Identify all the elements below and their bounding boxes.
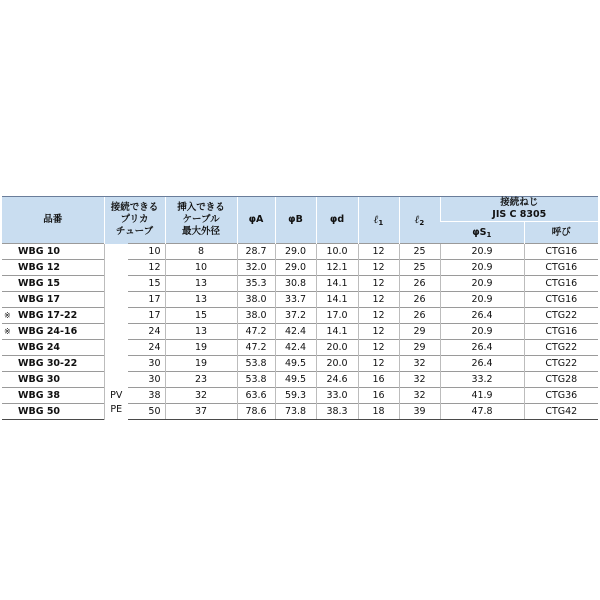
tube-cell: 38 — [128, 388, 165, 404]
note-mark: ※ — [4, 310, 11, 320]
table-row — [2, 388, 598, 404]
yobi-cell: CTG22 — [524, 356, 598, 372]
phi-s1-cell: 33.2 — [440, 372, 524, 388]
l1-cell: 16 — [358, 388, 399, 404]
cable-cell: 8 — [165, 244, 237, 260]
note-mark: ※ — [4, 326, 11, 336]
phi-s1-cell: 20.9 — [440, 276, 524, 292]
phi-b-cell: 30.8 — [275, 276, 316, 292]
table-row — [2, 276, 598, 292]
header-l1-subscript: 1 — [378, 219, 384, 228]
phi-s1-cell: 26.4 — [440, 340, 524, 356]
table-row — [2, 372, 598, 388]
header-phi-s1-base: φS — [472, 226, 487, 238]
phi-a-cell: 47.2 — [237, 324, 275, 340]
tube-cell: 17 — [128, 308, 165, 324]
phi-d-cell: 10.0 — [316, 244, 358, 260]
hinban-label: WBG 17-22 — [18, 309, 78, 321]
hinban-label: WBG 17 — [18, 293, 61, 305]
phi-b-cell: 49.5 — [275, 356, 316, 372]
phi-d-cell: 24.6 — [316, 372, 358, 388]
l2-cell: 29 — [399, 324, 440, 340]
hinban-cell — [2, 388, 104, 404]
phi-a-cell: 53.8 — [237, 356, 275, 372]
header-tube-line: プリカ — [120, 214, 149, 225]
header-cable-line: 最大外径 — [182, 226, 221, 237]
table-row — [2, 244, 598, 260]
phi-a-cell: 47.2 — [237, 340, 275, 356]
header-cable — [165, 197, 237, 244]
table-row — [2, 356, 598, 372]
table-row — [2, 260, 598, 276]
l2-cell: 39 — [399, 404, 440, 420]
tube-cell: 24 — [128, 324, 165, 340]
phi-s1-cell: 26.4 — [440, 356, 524, 372]
header-tube — [104, 197, 165, 244]
tube-cell: 50 — [128, 404, 165, 420]
yobi-cell: CTG36 — [524, 388, 598, 404]
yobi-cell: CTG16 — [524, 260, 598, 276]
phi-d-cell: 17.0 — [316, 308, 358, 324]
header-phi-s1-subscript: 1 — [486, 230, 492, 239]
header-l2-symbol: ℓ — [414, 213, 420, 227]
l1-cell: 16 — [358, 372, 399, 388]
tube-cell: 24 — [128, 340, 165, 356]
hinban-cell — [2, 356, 104, 372]
l2-cell: 32 — [399, 356, 440, 372]
table-row — [2, 292, 598, 308]
header-thread-line: JIS C 8305 — [492, 209, 547, 220]
phi-a-cell: 53.8 — [237, 372, 275, 388]
header-l1-symbol: ℓ — [373, 213, 379, 227]
phi-d-cell: 14.1 — [316, 292, 358, 308]
l1-cell: 12 — [358, 276, 399, 292]
yobi-cell: CTG42 — [524, 404, 598, 420]
yobi-cell: CTG16 — [524, 244, 598, 260]
phi-b-cell: 42.4 — [275, 340, 316, 356]
cable-cell: 32 — [165, 388, 237, 404]
phi-d-cell: 14.1 — [316, 324, 358, 340]
material-label: PV — [110, 389, 123, 401]
phi-d-cell: 14.1 — [316, 276, 358, 292]
header-thread-line: 接続ねじ — [500, 197, 539, 208]
phi-d-cell: 38.3 — [316, 404, 358, 420]
phi-b-cell: 73.8 — [275, 404, 316, 420]
l2-cell: 32 — [399, 388, 440, 404]
yobi-cell: CTG16 — [524, 276, 598, 292]
yobi-cell: CTG16 — [524, 292, 598, 308]
hinban-cell — [2, 404, 104, 420]
material-cell — [104, 244, 128, 420]
phi-a-cell: 35.3 — [237, 276, 275, 292]
hinban-label: WBG 10 — [18, 245, 61, 257]
header-phi-a: φA — [237, 197, 275, 244]
hinban-label: WBG 30 — [18, 373, 61, 385]
phi-s1-cell: 20.9 — [440, 244, 524, 260]
yobi-cell: CTG16 — [524, 324, 598, 340]
header-yobi: 呼び — [524, 222, 598, 244]
l1-cell: 12 — [358, 308, 399, 324]
tube-cell: 15 — [128, 276, 165, 292]
l2-cell: 26 — [399, 292, 440, 308]
phi-a-cell: 38.0 — [237, 292, 275, 308]
header-cable-line: ケーブル — [182, 214, 220, 225]
header-hinban: 品番 — [2, 197, 104, 244]
header-l1 — [358, 197, 399, 244]
phi-a-cell: 32.0 — [237, 260, 275, 276]
header-phi-b: φB — [275, 197, 316, 244]
header-tube-line: 接続できる — [110, 202, 159, 213]
phi-s1-cell: 26.4 — [440, 308, 524, 324]
phi-b-cell: 29.0 — [275, 260, 316, 276]
material-label: PE — [110, 403, 123, 415]
hinban-label: WBG 50 — [18, 405, 61, 417]
tube-cell: 30 — [128, 356, 165, 372]
yobi-cell: CTG22 — [524, 340, 598, 356]
phi-d-cell: 20.0 — [316, 356, 358, 372]
tube-cell: 12 — [128, 260, 165, 276]
l2-cell: 25 — [399, 260, 440, 276]
phi-b-cell: 29.0 — [275, 244, 316, 260]
phi-s1-cell: 41.9 — [440, 388, 524, 404]
phi-a-cell: 78.6 — [237, 404, 275, 420]
cable-cell: 10 — [165, 260, 237, 276]
header-l2 — [399, 197, 440, 244]
l1-cell: 12 — [358, 340, 399, 356]
header-l2-subscript: 2 — [419, 219, 425, 228]
l2-cell: 25 — [399, 244, 440, 260]
l2-cell: 32 — [399, 372, 440, 388]
hinban-cell — [2, 260, 104, 276]
phi-a-cell: 28.7 — [237, 244, 275, 260]
header-cable-line: 挿入できる — [177, 202, 225, 213]
phi-d-cell: 12.1 — [316, 260, 358, 276]
cable-cell: 15 — [165, 308, 237, 324]
tube-cell: 17 — [128, 292, 165, 308]
table-row — [2, 404, 598, 420]
hinban-label: WBG 12 — [18, 261, 61, 273]
hinban-cell — [2, 292, 104, 308]
cable-cell: 13 — [165, 292, 237, 308]
hinban-label: WBG 15 — [18, 277, 61, 289]
header-tube-line: チューブ — [115, 226, 154, 237]
hinban-cell — [2, 340, 104, 356]
l2-cell: 26 — [399, 308, 440, 324]
yobi-cell: CTG22 — [524, 308, 598, 324]
phi-d-cell: 33.0 — [316, 388, 358, 404]
tube-cell: 10 — [128, 244, 165, 260]
phi-s1-cell: 47.8 — [440, 404, 524, 420]
phi-d-cell: 20.0 — [316, 340, 358, 356]
cable-cell: 23 — [165, 372, 237, 388]
phi-s1-cell: 20.9 — [440, 260, 524, 276]
hinban-cell — [2, 324, 104, 340]
hinban-cell — [2, 372, 104, 388]
cable-cell: 13 — [165, 324, 237, 340]
hinban-cell — [2, 308, 104, 324]
table-row — [2, 340, 598, 356]
yobi-cell: CTG28 — [524, 372, 598, 388]
header-thread-group — [440, 197, 598, 222]
phi-a-cell: 63.6 — [237, 388, 275, 404]
table-row — [2, 324, 598, 340]
cable-cell: 37 — [165, 404, 237, 420]
hinban-label: WBG 24-16 — [18, 325, 78, 337]
hinban-cell — [2, 276, 104, 292]
hinban-label: WBG 30-22 — [18, 357, 78, 369]
table-body — [2, 244, 598, 420]
l2-cell: 26 — [399, 276, 440, 292]
phi-b-cell: 59.3 — [275, 388, 316, 404]
phi-b-cell: 49.5 — [275, 372, 316, 388]
cable-cell: 19 — [165, 356, 237, 372]
phi-a-cell: 38.0 — [237, 308, 275, 324]
spec-table — [2, 196, 598, 420]
l1-cell: 12 — [358, 324, 399, 340]
phi-b-cell: 42.4 — [275, 324, 316, 340]
l1-cell: 12 — [358, 292, 399, 308]
header-phi-s1 — [440, 222, 524, 244]
cable-cell: 19 — [165, 340, 237, 356]
l1-cell: 18 — [358, 404, 399, 420]
l1-cell: 12 — [358, 260, 399, 276]
phi-s1-cell: 20.9 — [440, 324, 524, 340]
l1-cell: 12 — [358, 356, 399, 372]
phi-b-cell: 33.7 — [275, 292, 316, 308]
table-header — [2, 197, 598, 244]
phi-b-cell: 37.2 — [275, 308, 316, 324]
tube-cell: 30 — [128, 372, 165, 388]
hinban-cell — [2, 244, 104, 260]
hinban-label: WBG 38 — [18, 389, 61, 401]
phi-s1-cell: 20.9 — [440, 292, 524, 308]
table-row — [2, 308, 598, 324]
hinban-label: WBG 24 — [18, 341, 61, 353]
l2-cell: 29 — [399, 340, 440, 356]
header-phi-d: φd — [316, 197, 358, 244]
cable-cell: 13 — [165, 276, 237, 292]
l1-cell: 12 — [358, 244, 399, 260]
